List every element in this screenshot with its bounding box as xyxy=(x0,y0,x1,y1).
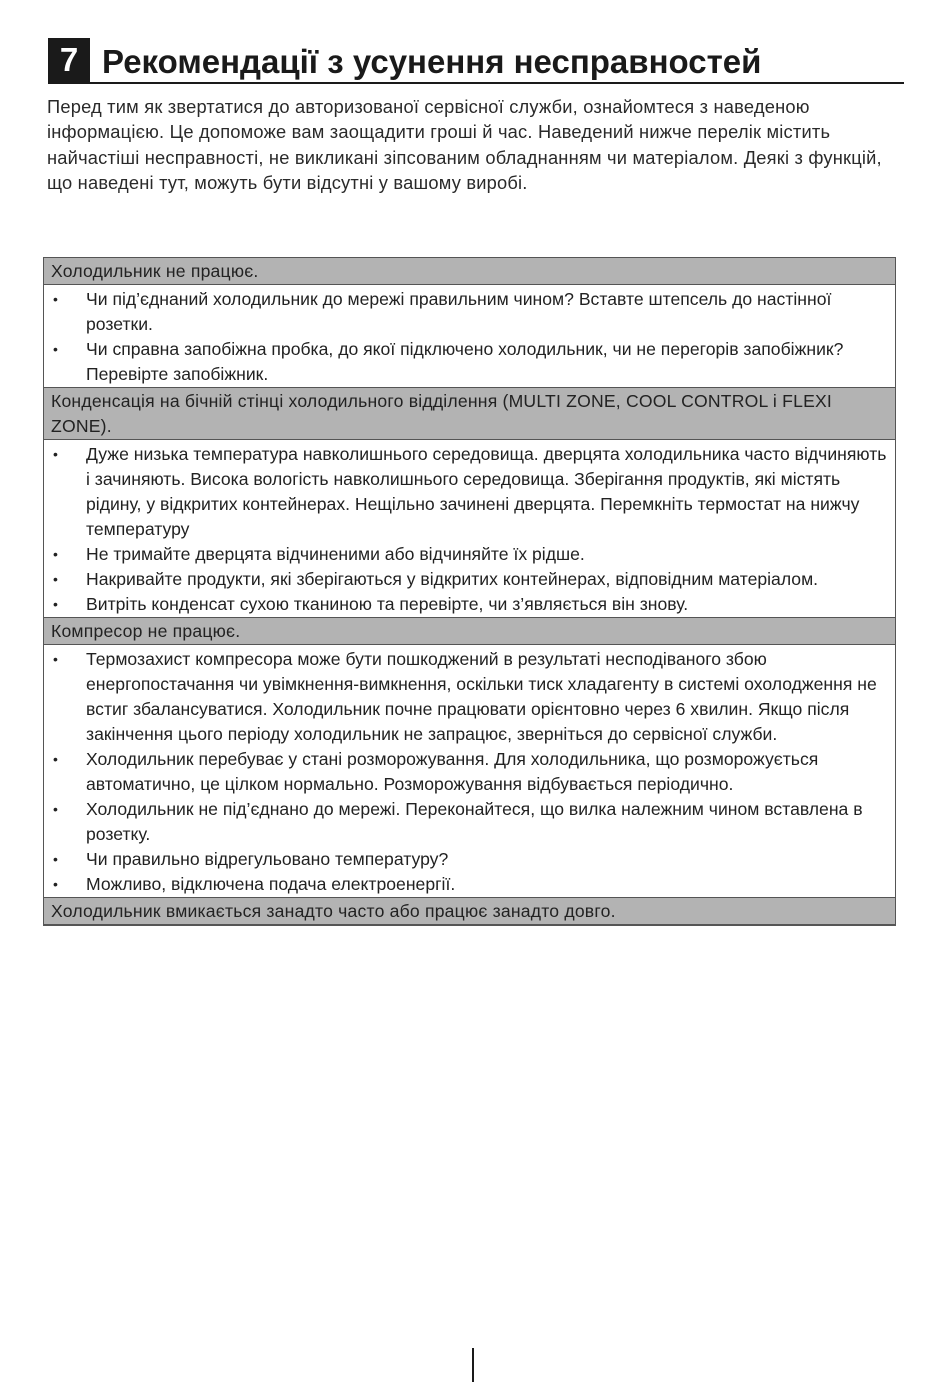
solution-text: Холодильник не під’єднано до мережі. Переконайтеся, що вилка належним чином вставлена в розетку. xyxy=(86,799,863,844)
solution-text: Чи правильно відрегульовано температуру? xyxy=(86,849,449,869)
solution-item xyxy=(44,592,895,617)
bullet-icon: • xyxy=(53,876,58,892)
bullet-icon: • xyxy=(53,571,58,587)
solution-item xyxy=(44,287,895,337)
solution-text: Чи під’єднаний холодильник до мережі правильним чином? Вставте штепсель до настінної розетки. xyxy=(86,289,832,334)
solution-text: Холодильник перебуває у стані розморожування. Для холодильника, що розморожується автоматично, це цілком нормально. Розморожування відбувається періодично. xyxy=(86,749,819,794)
bullet-icon: • xyxy=(53,651,58,667)
solution-list xyxy=(44,285,895,387)
bullet-icon: • xyxy=(53,596,58,612)
page-title: Рекомендації з усунення несправностей xyxy=(102,43,762,80)
solution-text: Дуже низька температура навколишнього середовища. дверцята холодильника часто відчиняють і зачиняють. Висока вологість навколишнього середовища. Зберігання продуктів, які містять рідину, у відкритих контейнерах. Нещільно зачинені дверцята. Перемкніть термостат на нижчу температуру xyxy=(86,444,887,539)
solution-item xyxy=(44,747,895,797)
bullet-icon: • xyxy=(53,546,58,562)
problem-heading: Холодильник вмикається занадто часто або працює занадто довго. xyxy=(44,897,895,925)
solution-text: Витріть конденсат сухою тканиною та перевірте, чи з’являється він знову. xyxy=(86,594,689,614)
solution-item xyxy=(44,442,895,542)
solution-item xyxy=(44,847,895,872)
bullet-icon: • xyxy=(53,341,58,357)
solution-item xyxy=(44,872,895,897)
solution-item xyxy=(44,647,895,747)
solution-item xyxy=(44,542,895,567)
solution-item xyxy=(44,797,895,847)
solution-item xyxy=(44,337,895,387)
solution-text: Накривайте продукти, які зберігаються у відкритих контейнерах, відповідним матеріалом. xyxy=(86,569,819,589)
section-heading xyxy=(48,38,904,84)
bullet-icon: • xyxy=(53,801,58,817)
solution-list xyxy=(44,645,895,897)
bullet-icon: • xyxy=(53,751,58,767)
solution-text: Термозахист компресора може бути пошкоджений в результаті несподіваного збою енергопостачання чи увімкнення-вимкнення, оскільки тиск хладагенту в системі охолодження не встиг збалансуватися. Холодильник почне працювати орієнтовно через 6 хвилин. Якщо після закінчення цього періоду холодильник не запрацює, зверніться до сервісної служби. xyxy=(86,649,877,744)
intro-paragraph: Перед тим як звертатися до авторизованої сервісної служби, ознайомтеся з наведеною інформацією. Це допоможе вам заощадити гроші й час. Наведений нижче перелік містить найчастіші несправності, не викликані зіпсованим обладнанням чи матеріалом. Деякі з функцій, що наведені тут, можуть бути відсутні у вашому виробі. xyxy=(47,96,882,193)
page-marker xyxy=(472,1348,474,1382)
bullet-icon: • xyxy=(53,291,58,307)
problem-heading: Холодильник не працює. xyxy=(44,258,895,285)
solution-list xyxy=(44,440,895,617)
troubleshooting-table xyxy=(43,257,896,926)
solution-item xyxy=(44,567,895,592)
solution-text: Чи справна запобіжна пробка, до якої підключено холодильник, чи не перегорів запобіжник? Перевірте запобіжник. xyxy=(86,339,844,384)
chapter-number-badge: 7 xyxy=(48,38,90,82)
solution-text: Не тримайте дверцята відчиненими або відчиняйте їх рідше. xyxy=(86,544,585,564)
problem-heading: Конденсація на бічній стінці холодильного відділення (MULTI ZONE, COOL CONTROL і FLEXI ZONE). xyxy=(44,387,895,440)
solution-text: Можливо, відключена подача електроенергії. xyxy=(86,874,456,894)
bullet-icon: • xyxy=(53,851,58,867)
problem-heading: Компресор не працює. xyxy=(44,617,895,645)
bullet-icon: • xyxy=(53,446,58,462)
